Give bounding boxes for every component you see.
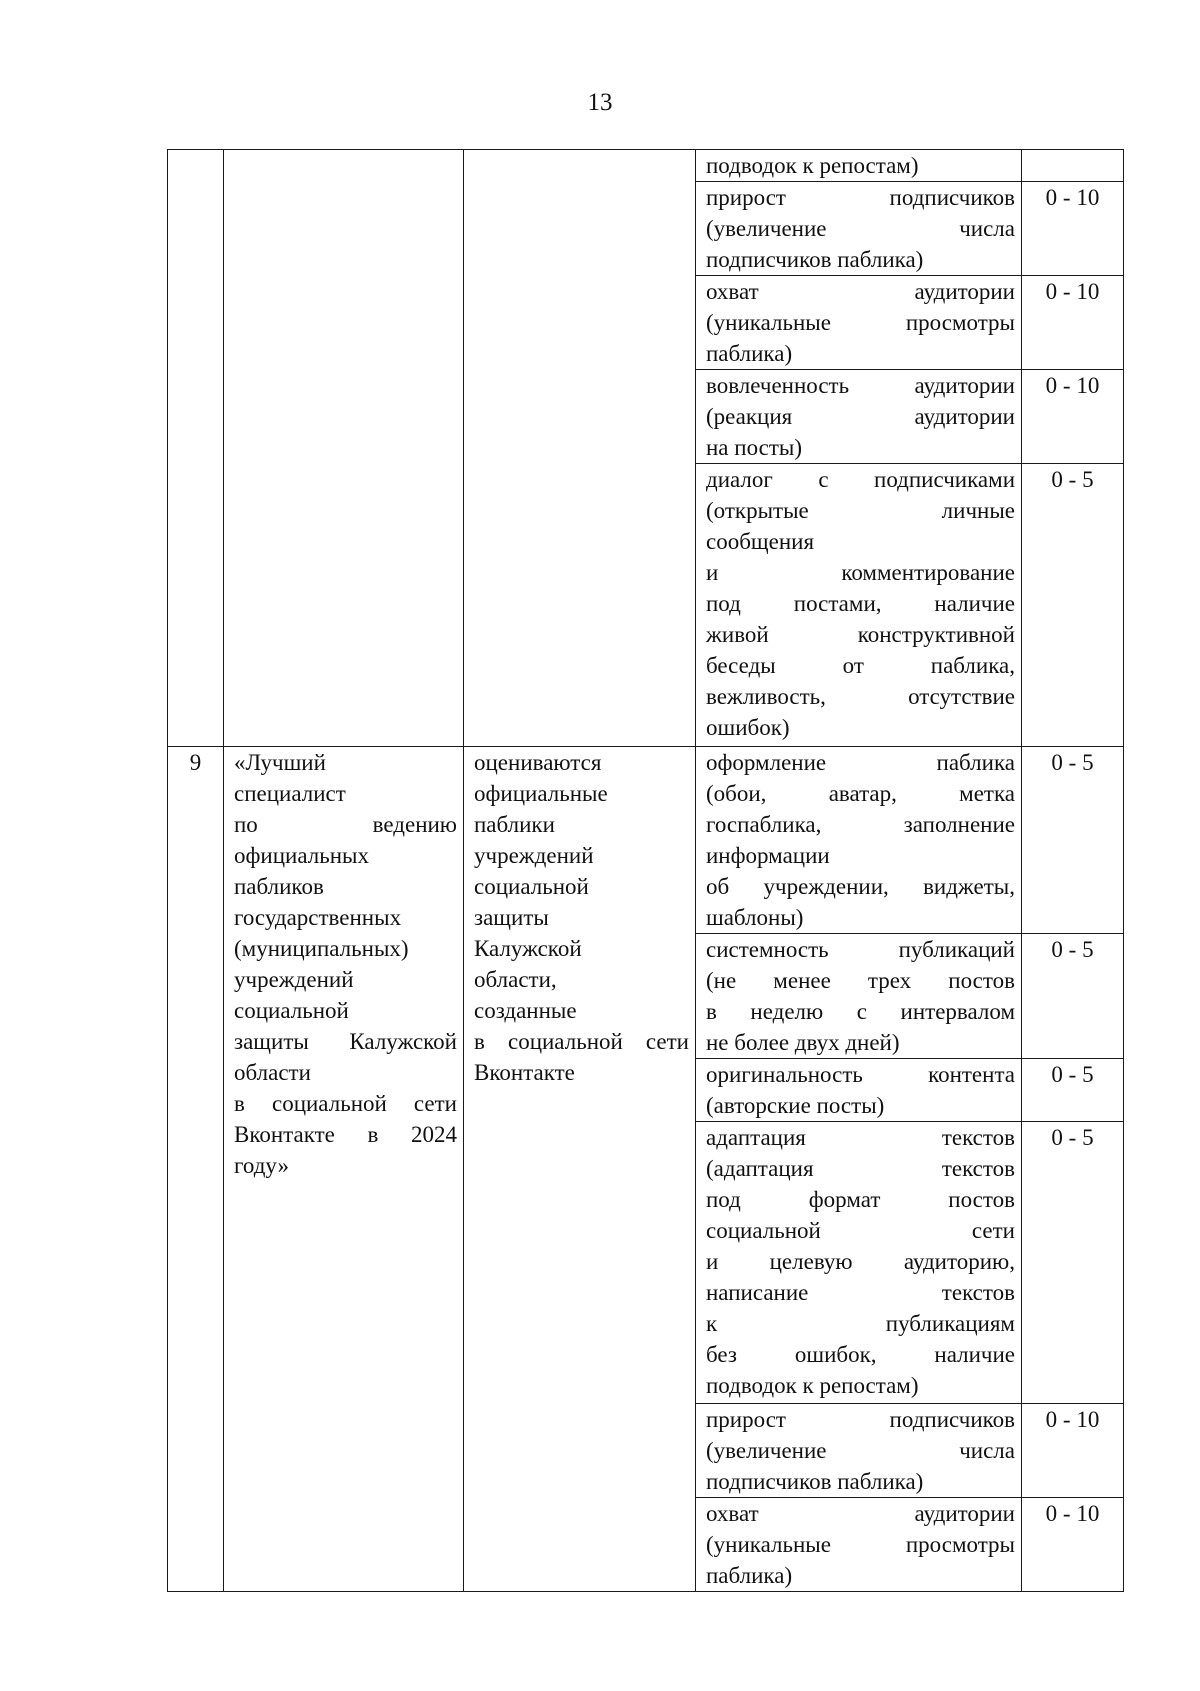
cell-line: (не менее трех постов (706, 968, 1015, 993)
cell-line: беседы от паблика, (706, 653, 1015, 678)
cell-line: подводок к репостам) (706, 1373, 919, 1398)
criterion-cell (696, 150, 1022, 182)
cell-line: паблика) (706, 1563, 793, 1588)
cell-line: области (234, 1060, 311, 1085)
cell-line: адаптация текстов (706, 1125, 1015, 1150)
cell-line: области, (474, 967, 557, 992)
cell-line: ошибок) (706, 715, 790, 740)
cell-line: году» (234, 1153, 289, 1178)
cell-line: созданные (474, 998, 577, 1023)
cell-line: подписчиков паблика) (706, 1469, 924, 1494)
cell-line: охват аудитории (706, 1501, 1015, 1526)
cell-line: защиты Калужской (234, 1029, 457, 1054)
cell-line: учреждений (474, 843, 594, 868)
row-number-cell: 9 (168, 747, 224, 1592)
cell-line: официальных (234, 843, 369, 868)
cell-line: в социальной сети (234, 1091, 457, 1116)
score-cell: 0 - 10 (1022, 1498, 1124, 1592)
cell-line: учреждений (234, 967, 354, 992)
score-cell: 0 - 5 (1022, 1059, 1124, 1122)
cell-line: прирост подписчиков (706, 1407, 1015, 1432)
cell-line: защиты (474, 905, 549, 930)
cell-line: социальной (474, 874, 589, 899)
cell-line: диалог с подписчиками (706, 467, 1015, 492)
cell-line: в социальной сети (474, 1029, 689, 1054)
cell-line: Калужской (474, 936, 582, 961)
score-cell: 0 - 10 (1022, 370, 1124, 464)
cell-line: охват аудитории (706, 279, 1015, 304)
criterion-cell (696, 182, 1022, 276)
cell-line: написание текстов (706, 1280, 1015, 1305)
cell-line: вежливость, отсутствие (706, 684, 1015, 709)
score-cell: 0 - 10 (1022, 182, 1124, 276)
cell-line: живой конструктивной (706, 622, 1015, 647)
cell-line: Вконтакте (474, 1060, 575, 1085)
cell-line: и комментирование (706, 560, 1015, 585)
cell-line: социальной сети (706, 1218, 1015, 1243)
criterion-cell (696, 370, 1022, 464)
cell-line: (реакция аудитории (706, 404, 1015, 429)
cell-line: вовлеченность аудитории (706, 373, 1015, 398)
cell-line: (авторские посты) (706, 1093, 885, 1118)
cell-line: (муниципальных) (234, 936, 409, 961)
cell-line: информации (706, 843, 830, 868)
row-number-cell (168, 150, 224, 747)
cell-line: «Лучший (234, 750, 326, 775)
cell-line: оцениваются (474, 750, 602, 775)
nomination-cell (224, 150, 464, 747)
cell-line: по ведению (234, 812, 457, 837)
cell-line: паблика) (706, 341, 793, 366)
score-cell (1022, 150, 1124, 182)
cell-line: Вконтакте в 2024 (234, 1122, 457, 1147)
cell-line: к публикациям (706, 1311, 1015, 1336)
criterion-cell (696, 934, 1022, 1059)
criterion-cell (696, 1122, 1022, 1404)
criterion-cell (696, 464, 1022, 747)
cell-line: (обои, аватар, метка (706, 781, 1015, 806)
table-body (168, 150, 1124, 1592)
score-cell: 0 - 5 (1022, 464, 1124, 747)
description-cell (464, 747, 696, 1592)
score-cell: 0 - 10 (1022, 1404, 1124, 1498)
cell-line: прирост подписчиков (706, 185, 1015, 210)
criterion-cell (696, 1404, 1022, 1498)
cell-line: подводок к репостам) (706, 153, 919, 178)
cell-line: без ошибок, наличие (706, 1342, 1015, 1367)
criterion-cell (696, 1498, 1022, 1592)
cell-line: госпаблика, заполнение (706, 812, 1015, 837)
cell-line: (открытые личные (706, 498, 1015, 523)
cell-line: в неделю с интервалом (706, 999, 1015, 1024)
table-row (168, 150, 1124, 182)
cell-line: шаблоны) (706, 905, 804, 930)
cell-line: об учреждении, виджеты, (706, 874, 1015, 899)
cell-line: пабликов (234, 874, 324, 899)
cell-line: и целевую аудиторию, (706, 1249, 1015, 1274)
description-cell (464, 150, 696, 747)
nomination-cell (224, 747, 464, 1592)
cell-line: (уникальные просмотры (706, 310, 1015, 335)
cell-line: социальной (234, 998, 349, 1023)
page-number: 13 (587, 89, 613, 116)
cell-line: не более двух дней) (706, 1030, 900, 1055)
criterion-cell (696, 276, 1022, 370)
nomination-table (167, 149, 1124, 1592)
cell-line: (адаптация текстов (706, 1156, 1015, 1181)
cell-line: сообщения (706, 529, 815, 554)
score-cell: 0 - 5 (1022, 934, 1124, 1059)
cell-line: (увеличение числа (706, 1438, 1015, 1463)
criterion-cell (696, 747, 1022, 934)
cell-line: под формат постов (706, 1187, 1015, 1212)
criterion-cell (696, 1059, 1022, 1122)
cell-line: под постами, наличие (706, 591, 1015, 616)
cell-line: государственных (234, 905, 402, 930)
cell-line: паблики (474, 812, 555, 837)
cell-line: подписчиков паблика) (706, 247, 924, 272)
cell-line: (увеличение числа (706, 216, 1015, 241)
cell-line: (уникальные просмотры (706, 1532, 1015, 1557)
cell-line: специалист (234, 781, 346, 806)
cell-line: официальные (474, 781, 608, 806)
cell-line: оригинальность контента (706, 1062, 1015, 1087)
cell-line: на посты) (706, 435, 803, 460)
score-cell: 0 - 5 (1022, 1122, 1124, 1404)
table-row (168, 747, 1124, 934)
score-cell: 0 - 5 (1022, 747, 1124, 934)
cell-line: оформление паблика (706, 750, 1015, 775)
score-cell: 0 - 10 (1022, 276, 1124, 370)
cell-line: системность публикаций (706, 937, 1015, 962)
